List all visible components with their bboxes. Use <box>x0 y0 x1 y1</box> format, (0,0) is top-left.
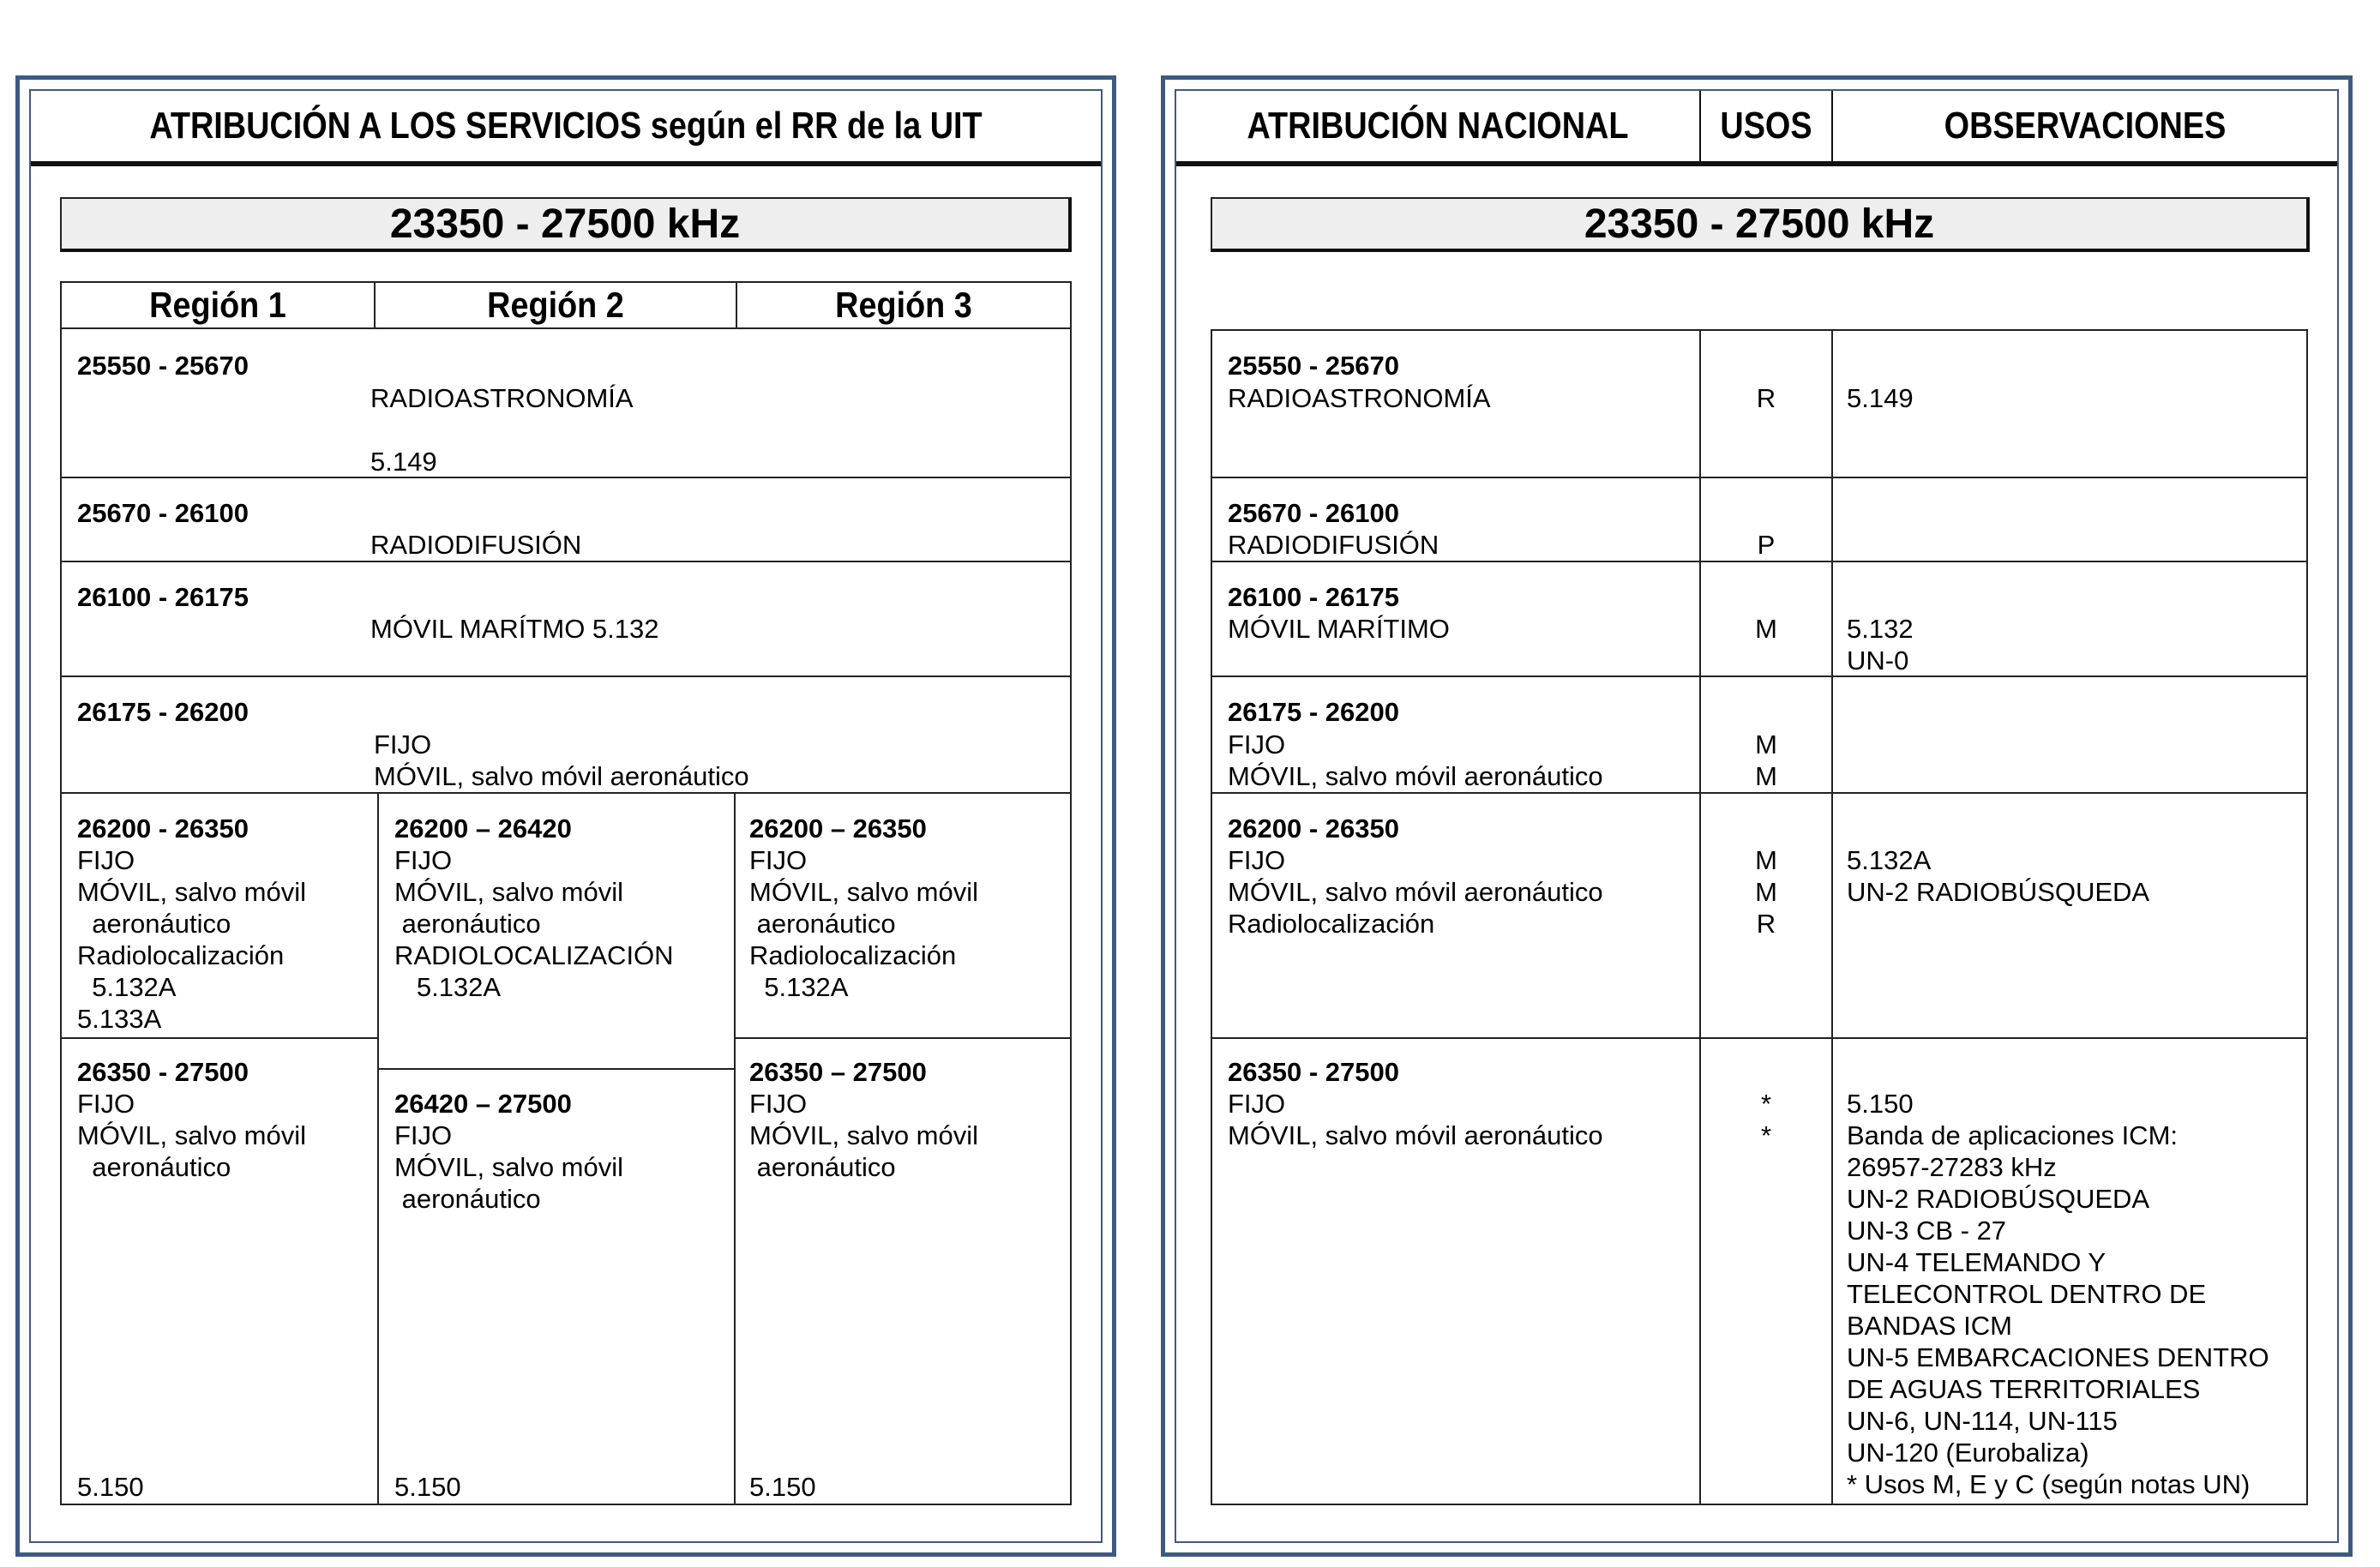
right-r5-use: M <box>1755 845 1777 875</box>
left-c2-a-line: FIJO <box>394 845 453 875</box>
right-r1-range: 25550 - 25670 <box>1228 351 1399 381</box>
left-col1-split <box>60 1037 377 1039</box>
left-c1-a-range: 26200 - 26350 <box>77 814 249 844</box>
left-band-title: 23350 - 27500 kHz <box>60 197 1072 252</box>
right-row-line-2 <box>1211 561 2308 562</box>
left-r3-range: 26100 - 26175 <box>77 582 249 612</box>
right-r2-use: P <box>1757 530 1776 560</box>
left-r4-line: MÓVIL, salvo móvil aeronáutico <box>374 761 749 791</box>
left-col-sep-2 <box>734 792 736 1505</box>
left-c3-b-range: 26350 – 27500 <box>749 1057 927 1087</box>
right-r6-obs: UN-4 TELEMANDO Y <box>1847 1247 2107 1277</box>
left-c1-a-line: aeronáutico <box>77 909 231 939</box>
right-header <box>1176 91 2337 166</box>
left-c2-a-line: RADIOLOCALIZACIÓN <box>394 940 674 970</box>
right-r6-service: FIJO <box>1228 1089 1286 1119</box>
left-region-sep-1 <box>374 281 376 329</box>
left-c1-b-range: 26350 - 27500 <box>77 1057 249 1087</box>
left-row-line-4 <box>60 792 1072 794</box>
right-r6-obs: UN-2 RADIOBÚSQUEDA <box>1847 1184 2150 1214</box>
right-r4-range: 26175 - 26200 <box>1228 697 1399 727</box>
right-r1-service: RADIOASTRONOMÍA <box>1228 383 1491 413</box>
left-header-title: ATRIBUCIÓN A LOS SERVICIOS según el RR de la UIT <box>149 105 983 147</box>
left-c2-b-line: MÓVIL, salvo móvil <box>394 1152 624 1182</box>
right-r5-use: M <box>1755 877 1777 907</box>
region-1-heading: Región 1 <box>149 285 286 325</box>
right-r3-use: M <box>1755 614 1777 644</box>
left-c2-foot: 5.150 <box>394 1472 461 1502</box>
left-region-sep-2 <box>736 281 737 329</box>
right-r5-obs: 5.132A <box>1847 845 1932 875</box>
right-r2-range: 25670 - 26100 <box>1228 498 1399 528</box>
left-c1-b-line: FIJO <box>77 1089 135 1119</box>
right-r6-obs: 26957-27283 kHz <box>1847 1152 2057 1182</box>
left-c2-b-line: FIJO <box>394 1120 453 1150</box>
left-c3-a-line: aeronáutico <box>749 909 896 939</box>
left-c2-a-line: 5.132A <box>394 972 502 1002</box>
right-r5-use: R <box>1756 909 1776 939</box>
left-c1-a-line: 5.132A <box>77 972 177 1002</box>
left-c3-a-line: FIJO <box>749 845 808 875</box>
left-r3-service: MÓVIL MARÍTMO 5.132 <box>370 614 659 644</box>
right-header-sep-1 <box>1699 91 1701 161</box>
left-c1-a-line: Radiolocalización <box>77 940 285 970</box>
right-r6-obs: UN-5 EMBARCACIONES DENTRO <box>1847 1342 2269 1372</box>
left-r2-service: RADIODIFUSIÓN <box>370 530 582 560</box>
left-r4-line: FIJO <box>374 729 432 759</box>
right-r6-obs: UN-3 CB - 27 <box>1847 1216 2007 1246</box>
right-header-national: ATRIBUCIÓN NACIONAL <box>1247 105 1629 147</box>
left-header <box>31 91 1101 166</box>
right-r4-use: M <box>1755 729 1777 759</box>
right-r1-use: R <box>1756 383 1776 413</box>
left-c2-a-line: aeronáutico <box>394 909 541 939</box>
right-r5-service: MÓVIL, salvo móvil aeronáutico <box>1228 877 1603 907</box>
left-c2-a-range: 26200 – 26420 <box>394 814 572 844</box>
left-row-line-1 <box>60 477 1072 478</box>
right-r4-service: MÓVIL, salvo móvil aeronáutico <box>1228 761 1603 791</box>
right-r4-service: FIJO <box>1228 729 1286 759</box>
left-c2-b-line: aeronáutico <box>394 1184 541 1214</box>
left-r1-range: 25550 - 25670 <box>77 351 249 381</box>
left-c3-a-line: Radiolocalización <box>749 940 957 970</box>
right-r3-service: MÓVIL MARÍTIMO <box>1228 614 1450 644</box>
right-header-observations: OBSERVACIONES <box>1944 105 2227 147</box>
right-header-sep-2 <box>1831 91 1833 161</box>
left-row-line-3 <box>60 675 1072 677</box>
left-c1-a-line: FIJO <box>77 845 135 875</box>
left-col3-split <box>734 1037 1072 1039</box>
right-r6-use: * <box>1760 1120 1772 1150</box>
left-c3-b-line: MÓVIL, salvo móvil <box>749 1120 979 1150</box>
right-r6-use: * <box>1760 1089 1772 1119</box>
right-r4-use: M <box>1755 761 1777 791</box>
left-row-line-2 <box>60 561 1072 562</box>
left-r4-range: 26175 - 26200 <box>77 697 249 727</box>
left-col-sep-1 <box>377 792 379 1505</box>
left-c2-a-line: MÓVIL, salvo móvil <box>394 877 624 907</box>
left-region-header-line <box>60 327 1072 329</box>
right-r6-obs: Banda de aplicaciones ICM: <box>1847 1120 2179 1150</box>
right-r5-service: FIJO <box>1228 845 1286 875</box>
left-c3-a-line: MÓVIL, salvo móvil <box>749 877 979 907</box>
left-c3-a-line: 5.132A <box>749 972 849 1002</box>
left-c3-a-range: 26200 – 26350 <box>749 814 927 844</box>
left-c1-a-line: 5.133A <box>77 1004 162 1034</box>
right-r6-obs: 5.150 <box>1847 1089 1914 1119</box>
left-r1-service: RADIOASTRONOMÍA <box>370 383 634 413</box>
region-2-heading: Región 2 <box>487 285 624 325</box>
right-row-line-4 <box>1211 792 2308 794</box>
right-row-line-1 <box>1211 477 2308 478</box>
region-3-heading: Región 3 <box>835 285 972 325</box>
right-r5-range: 26200 - 26350 <box>1228 814 1399 844</box>
left-c1-foot: 5.150 <box>77 1472 144 1502</box>
left-c1-b-line: MÓVIL, salvo móvil <box>77 1120 307 1150</box>
right-row-line-5 <box>1211 1037 2308 1039</box>
right-band-title: 23350 - 27500 kHz <box>1211 197 2310 252</box>
right-r3-obs: UN-0 <box>1847 645 1909 675</box>
right-r2-service: RADIODIFUSIÓN <box>1228 530 1439 560</box>
left-c3-foot: 5.150 <box>749 1472 816 1502</box>
left-col2-split <box>377 1068 734 1070</box>
right-col-sep-2 <box>1831 329 1833 1505</box>
right-r6-obs: DE AGUAS TERRITORIALES <box>1847 1374 2201 1404</box>
right-r6-obs: UN-6, UN-114, UN-115 <box>1847 1406 2118 1436</box>
left-c1-a-line: MÓVIL, salvo móvil <box>77 877 307 907</box>
left-c2-b-range: 26420 – 27500 <box>394 1089 572 1119</box>
left-r1-note: 5.149 <box>370 447 437 477</box>
right-r3-obs: 5.132 <box>1847 614 1914 644</box>
right-r5-obs: UN-2 RADIOBÚSQUEDA <box>1847 877 2150 907</box>
right-r5-service: Radiolocalización <box>1228 909 1435 939</box>
right-r6-obs: UN-120 (Eurobaliza) <box>1847 1438 2089 1468</box>
right-r6-obs: * Usos M, E y C (según notas UN) <box>1847 1469 2251 1499</box>
right-r6-obs: BANDAS ICM <box>1847 1311 2012 1341</box>
left-c1-b-line: aeronáutico <box>77 1152 231 1182</box>
right-r6-obs: TELECONTROL DENTRO DE <box>1847 1279 2207 1309</box>
right-header-uses: USOS <box>1720 105 1812 147</box>
left-c3-b-line: aeronáutico <box>749 1152 896 1182</box>
right-row-line-3 <box>1211 675 2308 677</box>
right-r6-range: 26350 - 27500 <box>1228 1057 1399 1087</box>
right-r1-obs: 5.149 <box>1847 383 1914 413</box>
right-r3-range: 26100 - 26175 <box>1228 582 1399 612</box>
right-r6-service: MÓVIL, salvo móvil aeronáutico <box>1228 1120 1603 1150</box>
left-c3-b-line: FIJO <box>749 1089 808 1119</box>
left-r2-range: 25670 - 26100 <box>77 498 249 528</box>
